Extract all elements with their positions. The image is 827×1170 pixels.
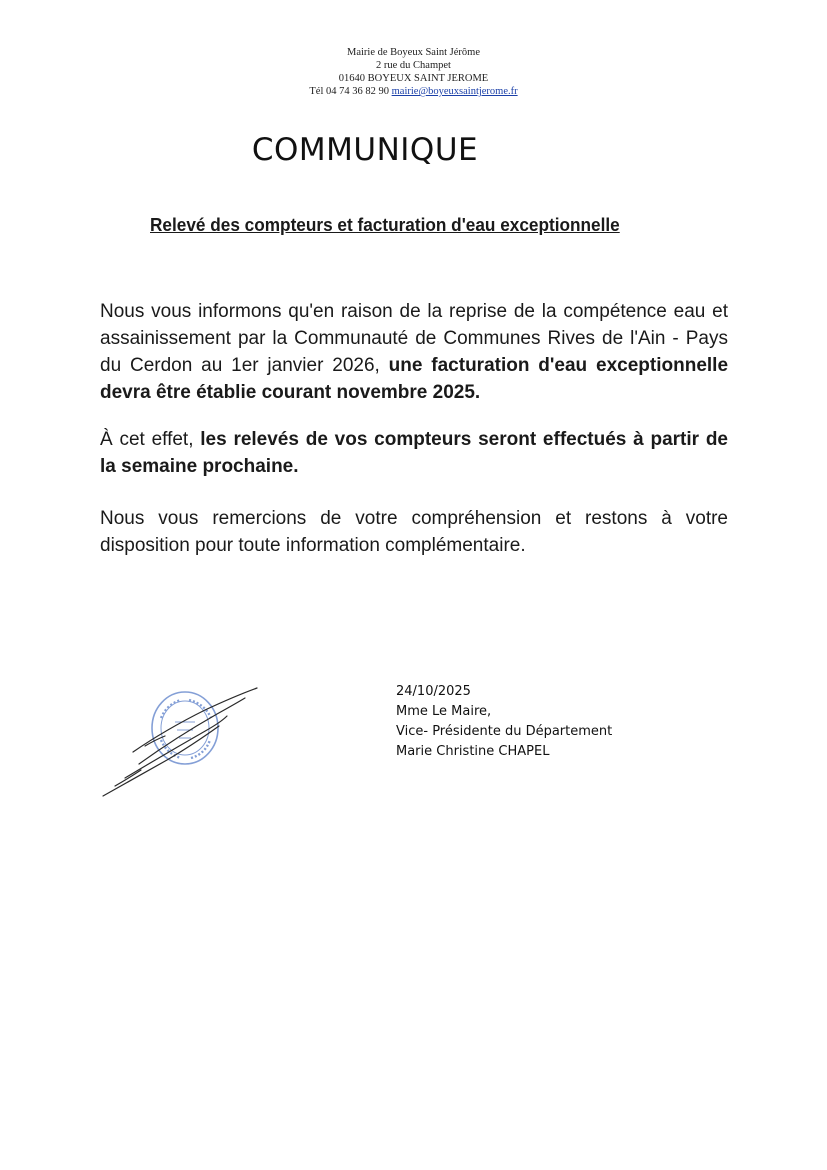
paragraph-meter-reading-bold: les relevés de vos compteurs seront effectués à partir de la semaine prochaine. [100,429,728,477]
paragraph-meter-reading-text: À cet effet, [100,429,201,450]
signature-role: Vice- Présidente du Département [396,724,613,739]
signature-date: 24/10/2025 [396,684,471,699]
paragraph-announcement-bold: une facturation d'eau exceptionnelle devra être établie courant novembre 2025. [100,355,729,403]
letterhead-city: 01640 BOYEUX SAINT JEROME [338,73,489,84]
subject-heading: Relevé des compteurs et facturation d'eau exceptionnelle [150,214,620,235]
letterhead-phone: Tél 04 74 36 82 90 [309,86,389,97]
letterhead [0,46,827,98]
document-title: COMMUNIQUE [251,132,479,168]
signature-title: Mme Le Maire, [396,704,492,719]
signature-block [396,682,612,762]
letterhead-name: Mairie de Boyeux Saint Jérôme [347,47,480,58]
letterhead-street: 2 rue du Champet [376,60,451,71]
paragraph-announcement-text: Nous vous informons qu'en raison de la reprise de la compétence eau et assainissement par la Communauté de Communes Rives de l'Ain - Pays du Cerdon au 1er janvier 2026, [100,301,728,376]
letterhead-contact [0,85,827,98]
paragraph-announcement [100,298,728,406]
handwritten-signature-icon [103,688,257,796]
stamp-and-signature [95,680,270,805]
paragraph-closing: Nous vous remercions de votre compréhension et restons à votre disposition pour toute information complémentaire. [100,508,728,556]
official-seal-stamp-icon [95,680,270,805]
signature-name: Marie Christine CHAPEL [396,744,550,759]
letterhead-email-link[interactable]: mairie@boyeuxsaintjerome.fr [391,86,518,97]
paragraph-meter-reading [100,426,728,480]
